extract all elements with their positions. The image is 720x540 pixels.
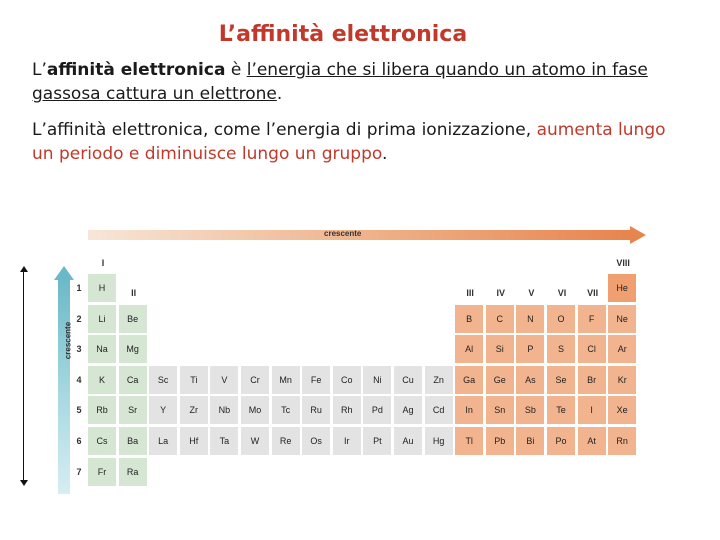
element-mn: Mn <box>272 366 301 395</box>
element-be: Be <box>119 305 148 334</box>
element-zr: Zr <box>180 396 209 425</box>
element-at: At <box>578 427 607 456</box>
para1-definition: l’energia che si libera quando un atomo in fase gassosa cattura un elettrone <box>32 60 648 104</box>
element-y: Y <box>149 396 178 425</box>
element-he: He <box>608 274 637 303</box>
element-k: K <box>88 366 117 395</box>
element-sc: Sc <box>149 366 178 395</box>
element-c: C <box>486 305 515 334</box>
element-hf: Hf <box>180 427 209 456</box>
element-ta: Ta <box>210 427 239 456</box>
period-label-4: 4 <box>76 374 82 385</box>
element-as: As <box>516 366 545 395</box>
element-na: Na <box>88 335 117 364</box>
group-label-6: VI <box>557 288 567 298</box>
element-pb: Pb <box>486 427 515 456</box>
element-re: Re <box>272 427 301 456</box>
element-ar: Ar <box>608 335 637 364</box>
element-bi: Bi <box>516 427 545 456</box>
element-h: H <box>88 274 117 303</box>
element-si: Si <box>486 335 515 364</box>
element-o: O <box>547 305 576 334</box>
bidirectional-arrow-top <box>20 266 28 272</box>
element-cl: Cl <box>578 335 607 364</box>
element-zn: Zn <box>425 366 454 395</box>
arrow-shaft <box>58 278 70 494</box>
element-rn: Rn <box>608 427 637 456</box>
element-nb: Nb <box>210 396 239 425</box>
group-trend-label: crescente <box>63 321 73 360</box>
element-ga: Ga <box>455 366 484 395</box>
arrow-right-icon <box>630 226 646 244</box>
element-n: N <box>516 305 545 334</box>
group-label-8: VIII <box>616 258 630 268</box>
element-ir: Ir <box>333 427 362 456</box>
period-label-6: 6 <box>76 436 82 446</box>
element-sb: Sb <box>516 396 545 425</box>
period-trend-label: crescente <box>324 229 362 238</box>
element-au: Au <box>394 427 423 456</box>
element-f: F <box>578 305 607 334</box>
period-label-7: 7 <box>76 466 82 477</box>
para2-plain: L’affinità elettronica, come l’energia di prima ionizzazione, <box>32 120 537 140</box>
element-ni: Ni <box>363 366 392 395</box>
element-fe: Fe <box>302 366 331 395</box>
period-label-5: 5 <box>76 405 82 416</box>
element-ge: Ge <box>486 366 515 395</box>
element-cd: Cd <box>425 396 454 425</box>
element-sr: Sr <box>119 396 148 425</box>
element-xe: Xe <box>608 396 637 425</box>
group-label-3: III <box>466 288 474 298</box>
element-p: P <box>516 335 545 364</box>
element-ne: Ne <box>608 305 637 334</box>
period-label-3: 3 <box>76 344 82 355</box>
element-i: I <box>578 396 607 425</box>
para1-end: . <box>276 84 283 104</box>
element-cs: Cs <box>88 427 117 456</box>
trend-paragraph <box>32 118 672 166</box>
bidirectional-arrow-bottom <box>20 480 28 486</box>
para2-end: . <box>381 144 388 164</box>
element-kr: Kr <box>608 366 637 395</box>
element-v: V <box>210 366 239 395</box>
element-os: Os <box>302 427 331 456</box>
element-ba: Ba <box>119 427 148 456</box>
element-pt: Pt <box>363 427 392 456</box>
element-ra: Ra <box>119 458 148 487</box>
group-label-5: V <box>528 288 535 298</box>
element-po: Po <box>547 427 576 456</box>
element-fr: Fr <box>88 458 117 487</box>
para1-term: affinità elettronica <box>46 60 226 80</box>
element-ag: Ag <box>394 396 423 425</box>
element-ca: Ca <box>119 366 148 395</box>
group-label-2: II <box>131 288 137 298</box>
arrow-up-icon <box>54 266 74 280</box>
element-pd: Pd <box>363 396 392 425</box>
element-te: Te <box>547 396 576 425</box>
element-w: W <box>241 427 270 456</box>
element-br: Br <box>578 366 607 395</box>
para1-verb: è <box>225 60 247 80</box>
element-ti: Ti <box>180 366 209 395</box>
period-label-2: 2 <box>76 313 82 324</box>
element-rb: Rb <box>88 396 117 425</box>
element-la: La <box>149 427 178 456</box>
element-mg: Mg <box>119 335 148 364</box>
para1-start: L’ <box>32 60 47 80</box>
group-label-7: VII <box>587 288 599 298</box>
element-sn: Sn <box>486 396 515 425</box>
element-tc: Tc <box>272 396 301 425</box>
element-b: B <box>455 305 484 334</box>
element-co: Co <box>333 366 362 395</box>
element-hg: Hg <box>425 427 454 456</box>
element-rh: Rh <box>333 396 362 425</box>
group-label-4: IV <box>496 288 506 298</box>
period-label-1: 1 <box>76 283 82 293</box>
period-trend-arrow <box>88 226 646 244</box>
para2-highlight: aumenta lungo un periodo e diminuisce lungo un gruppo <box>32 120 666 164</box>
element-cu: Cu <box>394 366 423 395</box>
group-trend-arrow <box>56 266 72 494</box>
element-in: In <box>455 396 484 425</box>
element-s: S <box>547 335 576 364</box>
page-title: L’affinità elettronica <box>218 22 468 47</box>
element-al: Al <box>455 335 484 364</box>
element-tl: Tl <box>455 427 484 456</box>
group-label-1: I <box>101 258 105 268</box>
element-ru: Ru <box>302 396 331 425</box>
bidirectional-arrow-line <box>23 268 24 482</box>
element-cr: Cr <box>241 366 270 395</box>
definition-paragraph <box>32 58 672 106</box>
element-se: Se <box>547 366 576 395</box>
element-mo: Mo <box>241 396 270 425</box>
element-li: Li <box>88 305 117 334</box>
